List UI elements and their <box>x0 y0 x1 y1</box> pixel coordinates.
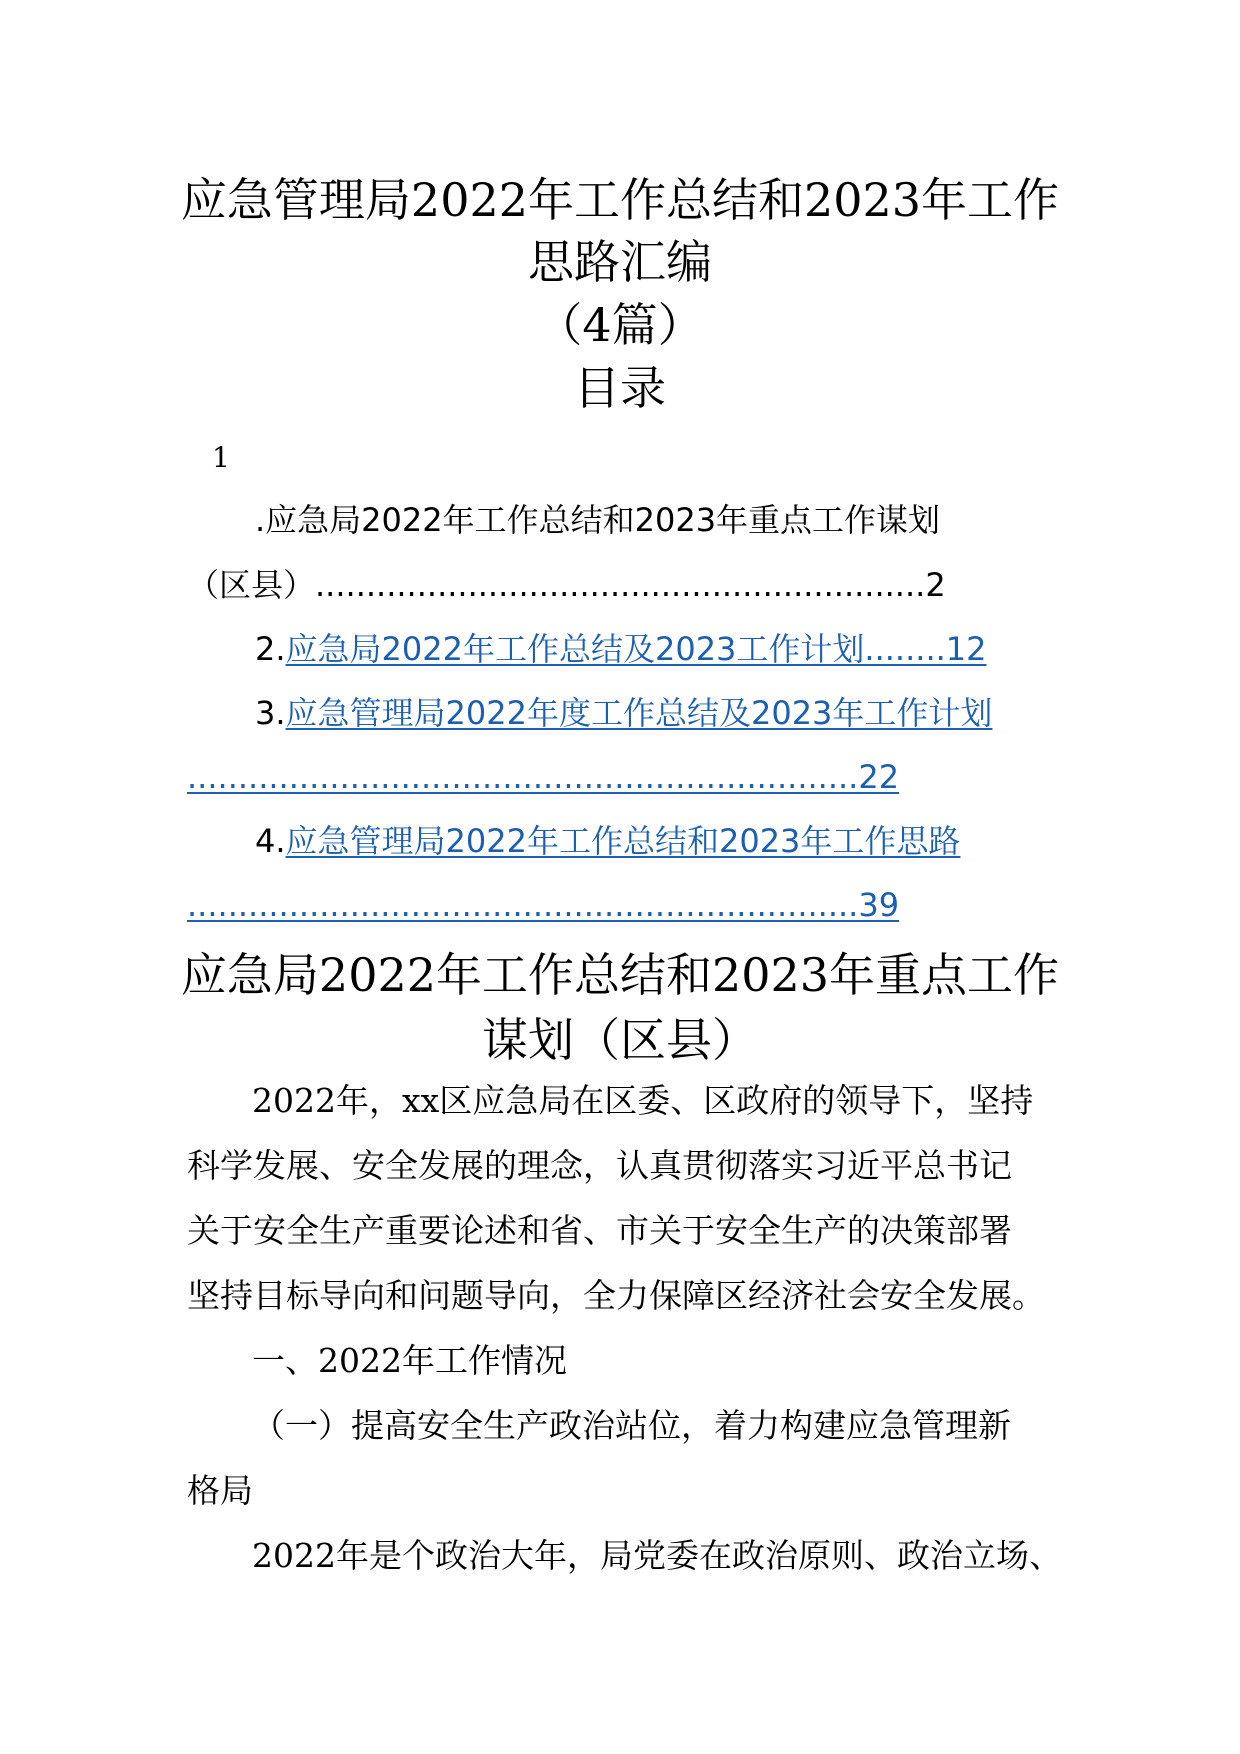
toc-item4-number: 4. <box>255 822 286 860</box>
cover-count: （4篇） <box>536 298 704 352</box>
article-title-line1: 应急局2022年工作总结和2023年重点工作 <box>180 948 1060 1002</box>
paragraph1-line1: 2022年，xx区应急局在区委、区政府的领导下，坚持 <box>252 1081 1034 1120</box>
toc-marker: 1 <box>212 441 230 474</box>
section1-heading: 一、2022年工作情况 <box>252 1341 567 1380</box>
subsection1-line1: （一）提高安全生产政治站位，着力构建应急管理新 <box>252 1406 1011 1445</box>
toc-heading: 目录 <box>574 361 666 415</box>
toc-item3-dots-link[interactable]: ..................................................................22 <box>187 758 900 796</box>
toc-item4-link[interactable]: 应急管理局2022年工作总结和2023年工作思路 <box>285 822 961 860</box>
toc-item3-number: 3. <box>255 694 286 732</box>
toc-item2-number: 2. <box>255 630 286 668</box>
paragraph1-line2: 科学发展、安全发展的理念，认真贯彻落实习近平总书记 <box>187 1146 1012 1185</box>
paragraph1-line4: 坚持目标导向和问题导向，全力保障区经济社会安全发展。 <box>187 1276 1045 1315</box>
toc-item2 <box>255 629 987 669</box>
toc-item1-line2[interactable]: （区县）............................................................2 <box>187 566 946 604</box>
toc-item2-link[interactable]: 应急局2022年工作总结及2023工作计划........12 <box>285 630 987 668</box>
cover-title-line1: 应急管理局2022年工作总结和2023年工作 <box>180 173 1060 227</box>
toc-item3 <box>255 693 992 733</box>
article-title-line2: 谋划（区县） <box>482 1013 758 1067</box>
subsection1-line2: 格局 <box>187 1471 253 1510</box>
toc-item1-line1[interactable]: .应急局2022年工作总结和2023年重点工作谋划 <box>255 501 941 539</box>
paragraph1-line3: 关于安全生产重要论述和省、市关于安全生产的决策部署 <box>187 1211 1012 1250</box>
toc-item4-dots-link[interactable]: ..................................................................39 <box>187 886 900 924</box>
paragraph2-line1: 2022年是个政治大年，局党委在政治原则、政治立场、 <box>252 1536 1062 1575</box>
toc-item4 <box>255 821 960 861</box>
toc-item3-link[interactable]: 应急管理局2022年度工作总结及2023年工作计划 <box>285 694 993 732</box>
cover-title-line2: 思路汇编 <box>528 235 712 289</box>
